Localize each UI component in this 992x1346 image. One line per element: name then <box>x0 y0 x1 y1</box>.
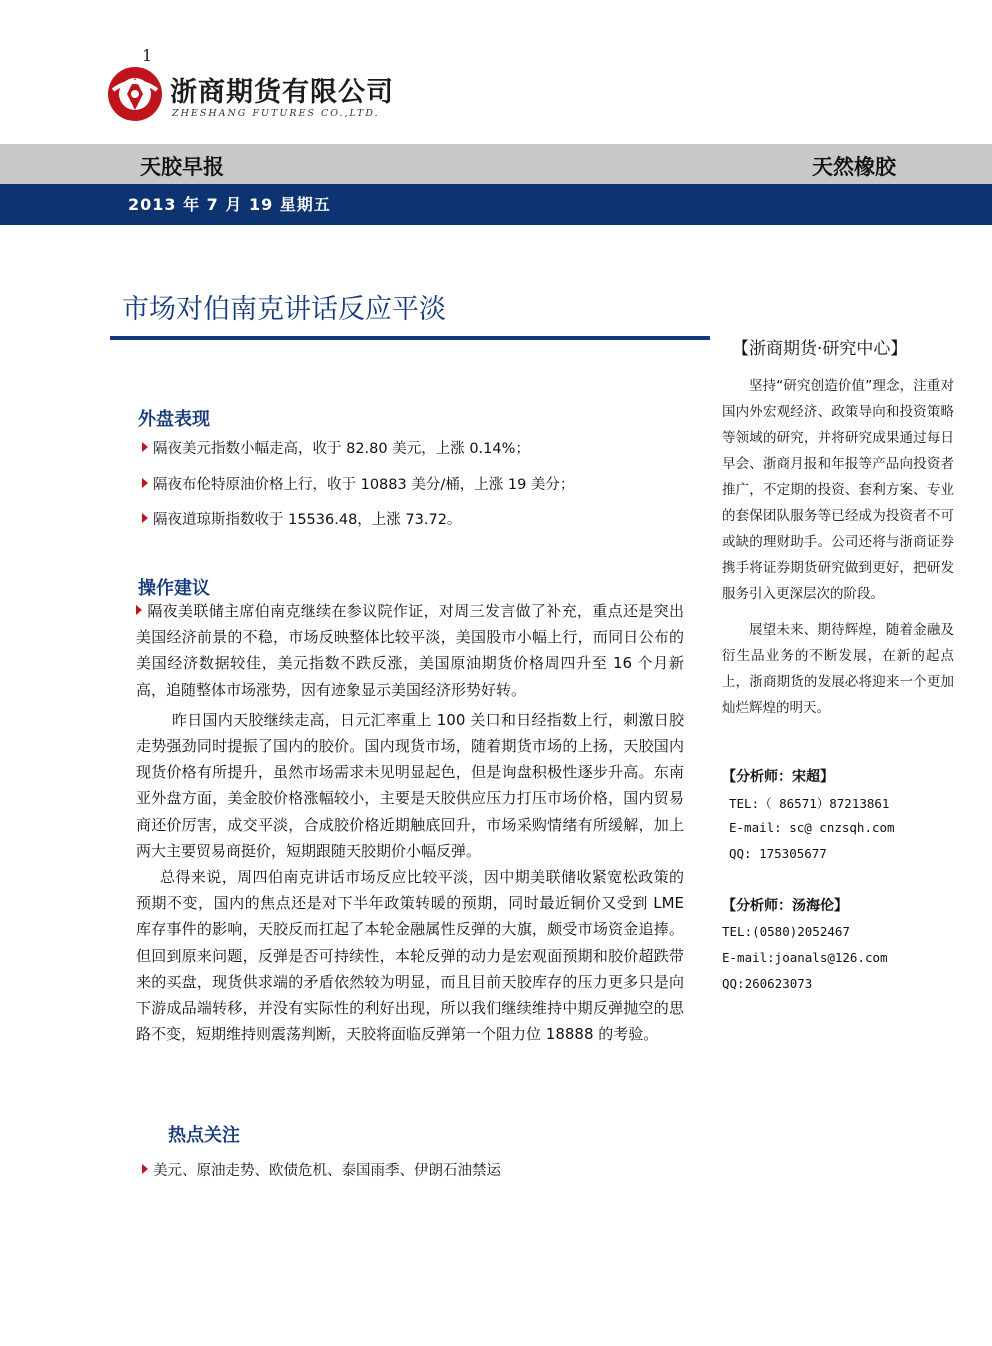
section-title-advice: 操作建议 <box>138 578 210 599</box>
advice-paragraph: 隔夜美联储主席伯南克继续在参议院作证，对周三发言做了补充，重点还是突出美国经济前景的不稳，市场反映整体比较平淡，美国股市小幅上行，而同日公布的美国经济数据较佳，美元指数不跌反涨，美国原油期货价格周四升至 16 个月新高，追随整体市场涨势，因有迹象显示美国经济形势好转。 <box>136 602 684 699</box>
report-date: 2013 年 7 月 19 星期五 <box>128 195 331 214</box>
analyst-tel: TEL:（ 86571）87213861 <box>729 796 890 811</box>
list-item: 隔夜美元指数小幅走高，收于 82.80 美元，上涨 0.14%； <box>142 437 530 458</box>
headline-divider <box>110 336 710 340</box>
sidebar-title: 【浙商期货·研究中心】 <box>732 339 908 359</box>
section-title-hotspots: 热点关注 <box>168 1125 240 1146</box>
advice-body <box>136 598 684 1047</box>
report-type: 天胶早报 <box>140 155 224 179</box>
headline: 市场对伯南克讲话反应平淡 <box>122 294 446 325</box>
analyst-email: E-mail: sc@ cnzsqh.com <box>729 820 895 835</box>
bullet-arrow-icon <box>136 605 142 615</box>
list-item: 隔夜道琼斯指数收于 15536.48，上涨 73.72。 <box>142 508 461 529</box>
company-name-cn: 浙商期货有限公司 <box>170 77 394 108</box>
section-title-overseas: 外盘表现 <box>138 409 210 430</box>
company-name-en: ZHESHANG FUTURES CO.,LTD. <box>172 108 380 119</box>
sidebar-paragraph: 展望未来、期待辉煌，随着金融及衍生品业务的不断发展，在新的起点上，浙商期货的发展必将迎来一个更加灿烂辉煌的明天。 <box>722 622 954 716</box>
analyst-name: 【分析师：汤海伦】 <box>722 898 848 914</box>
bullet-arrow-icon <box>142 442 148 452</box>
list-item: 美元、原油走势、欧债危机、泰国雨季、伊朗石油禁运 <box>142 1159 501 1180</box>
sidebar-paragraph: 坚持“研究创造价值”理念，注重对国内外宏观经济、政策导向和投资策略等领域的研究，并将研究成果通过每日早会、浙商月报和年报等产品向投资者推广，不定期的投资、套利方案、专业的套保团队服务等已经成为投资者不可或缺的理财助手。公司还将与浙商证券携手将证券期货研究做到更好，把研发服务引入更深层次的阶段。 <box>722 378 954 602</box>
advice-paragraph: 昨日国内天胶继续走高，日元汇率重上 100 关口和日经指数上行，刺激日胶走势强劲同时提振了国内的胶价。国内现货市场，随着期货市场的上扬，天胶国内现货价格有所提升，虽然市场需求未见明显起色，但是询盘积极性逐步升高。东南亚外盘方面，美金胶价格涨幅较小，主要是天胶供应压力打压市场价格，国内贸易商还价厉害，成交平淡，合成胶价格近期触底回升，市场采购情绪有所缓解，加上两大主要贸易商挺价，短期跟随天胶期价小幅反弹。 <box>136 710 684 860</box>
bullet-arrow-icon <box>142 478 148 488</box>
analyst-email: E-mail:joanals@126.com <box>722 950 888 965</box>
bullet-arrow-icon <box>142 513 148 523</box>
analyst-tel: TEL:(0580)2052467 <box>722 924 850 939</box>
page-number: 1 <box>142 46 153 65</box>
bullet-arrow-icon <box>142 1164 148 1174</box>
advice-paragraph: 总得来说，周四伯南克讲话市场反应比较平淡，因中期美联储收紧宽松政策的预期不变，国内的焦点还是对下半年政策转暖的预期，同时最近铜价又受到 LME 库存事件的影响，天胶反而扛起了本轮金融属性反弹的大旗，颇受市场资金追捧。但回到原来问题，反弹是否可持续性，本轮反弹的动力是宏观面预期和胶价超跌带来的买盘，现货供求端的矛盾依然较为明显，而且目前天胶库存的压力更多只是向下游成品端转移，并没有实际性的利好出现，所以我们继续维持中期反弹抛空的思路不变，短期维持则震荡判断，天胶将面临反弹第一个阻力位 18888 的考验。 <box>136 868 684 1044</box>
report-category: 天然橡胶 <box>812 155 896 179</box>
list-item: 隔夜布伦特原油价格上行，收于 10883 美分/桶，上涨 19 美分； <box>142 473 574 494</box>
analyst-qq: QQ:260623073 <box>722 976 813 991</box>
zheshang-logo-icon <box>107 66 163 122</box>
analyst-qq: QQ: 175305677 <box>729 846 827 861</box>
analyst-name: 【分析师：宋超】 <box>722 769 834 785</box>
sidebar-body <box>722 373 954 721</box>
